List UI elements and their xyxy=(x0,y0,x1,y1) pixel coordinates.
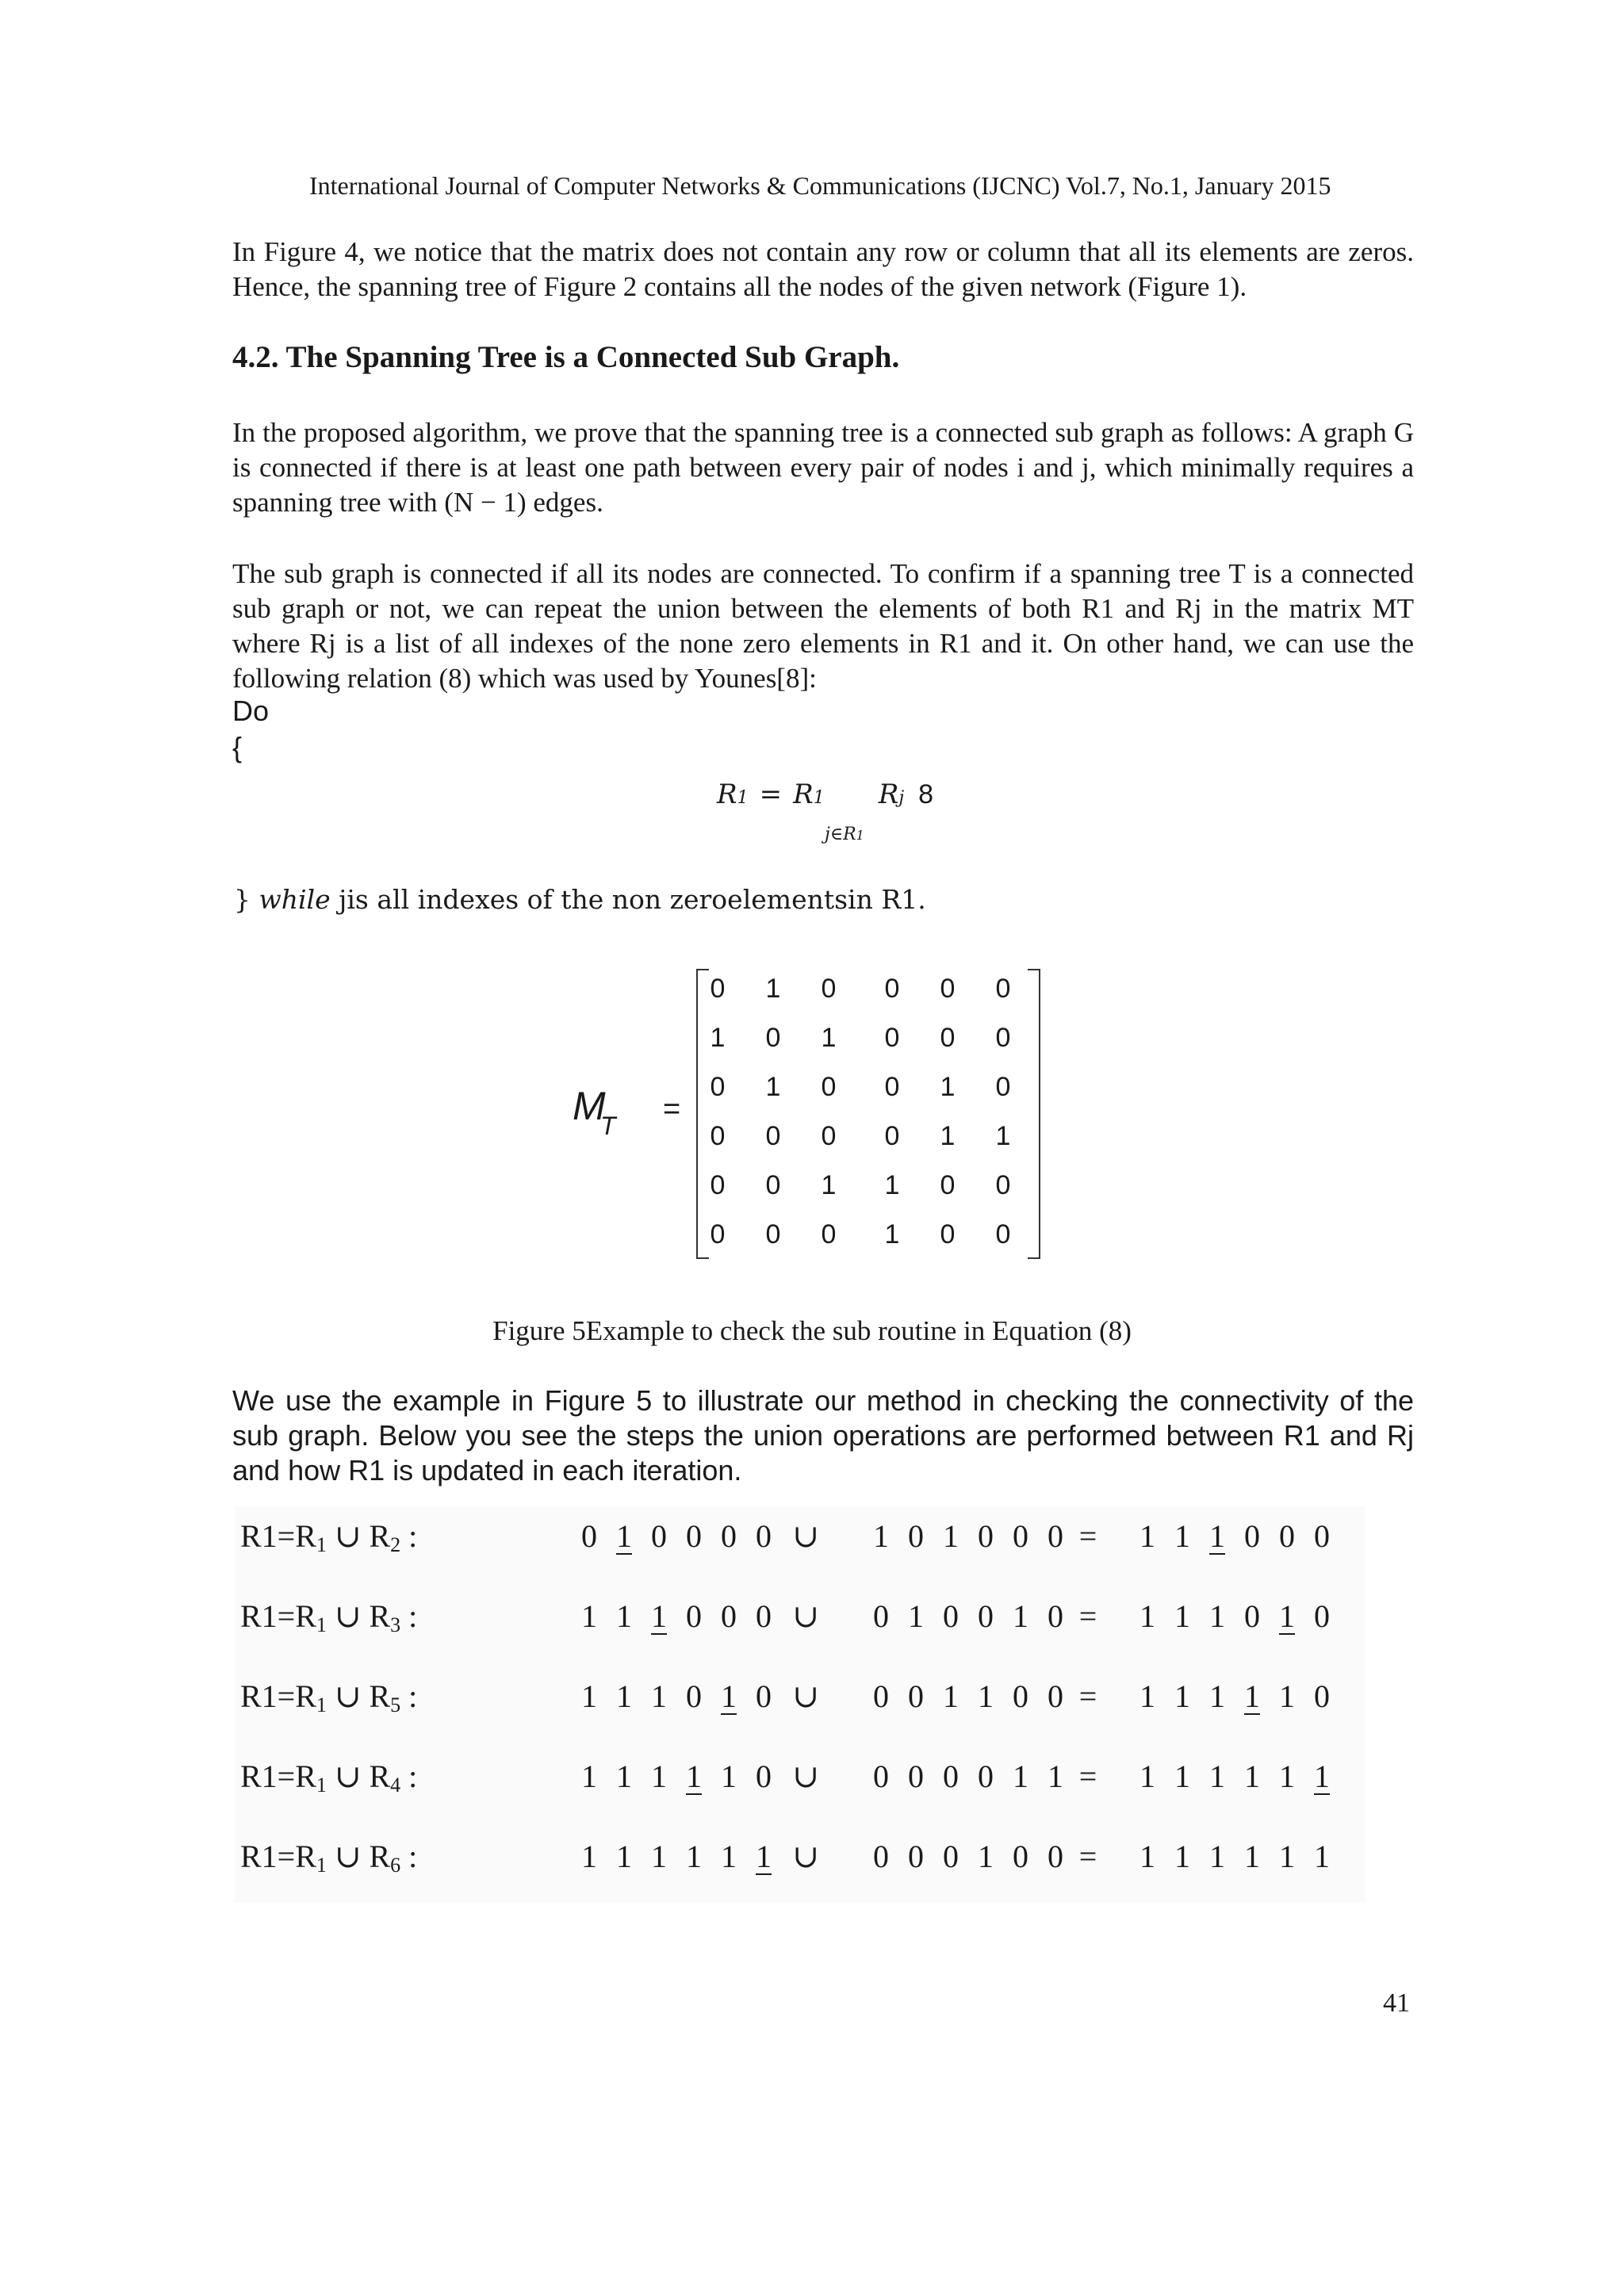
matrix-cell: 0 xyxy=(940,1170,956,1200)
step-result-digit: 1 xyxy=(1209,1839,1225,1874)
page-number: 41 xyxy=(1383,1988,1410,2018)
step-equals: = xyxy=(1078,1758,1097,1794)
matrix-cell: 0 xyxy=(821,1072,837,1102)
step-right-digit: 0 xyxy=(943,1598,959,1634)
matrix-row xyxy=(698,1219,1031,1251)
matrix-cell: 0 xyxy=(765,1023,781,1053)
step-right-digit: 0 xyxy=(873,1758,889,1794)
step-right-digit: 1 xyxy=(978,1839,994,1874)
step-right-digit: 1 xyxy=(943,1518,959,1554)
step-result-digit: 1 xyxy=(1244,1758,1260,1794)
step-colon: : xyxy=(400,1518,418,1554)
step-result-digit: 1 xyxy=(1139,1518,1155,1554)
matrix-cell: 1 xyxy=(765,974,781,1004)
step-right-digit: 0 xyxy=(1013,1678,1028,1714)
step-right-digit: 0 xyxy=(1048,1839,1063,1874)
matrix-cell: 0 xyxy=(821,1219,837,1249)
step-right-digit: 0 xyxy=(1048,1678,1063,1714)
step-colon: : xyxy=(400,1598,418,1634)
step-left-digit: 1 xyxy=(651,1678,667,1714)
step-left-digit: 1 xyxy=(651,1598,667,1634)
matrix-cell: 1 xyxy=(940,1072,956,1102)
step-union-operator: ∪ xyxy=(792,1678,819,1714)
matrix-cell: 0 xyxy=(884,1072,900,1102)
step-label xyxy=(240,1838,417,1877)
matrix-row xyxy=(698,1023,1031,1054)
step-result-digit: 1 xyxy=(1209,1518,1225,1554)
step-right-digit: 0 xyxy=(908,1839,924,1874)
step-right-digit: 1 xyxy=(943,1678,959,1714)
step-colon: : xyxy=(400,1678,418,1714)
step-left-digit: 1 xyxy=(651,1839,667,1874)
step-left-digit: 1 xyxy=(616,1598,632,1634)
step-left-digit: 1 xyxy=(721,1678,737,1714)
section-heading: 4.2. The Spanning Tree is a Connected Sub Graph. xyxy=(232,340,900,374)
eq-lhs-sub: 1 xyxy=(737,788,749,808)
matrix-label: M xyxy=(573,1084,606,1128)
step-right-digit: 1 xyxy=(908,1598,924,1634)
step-union-symbol: ∪ xyxy=(326,1518,370,1554)
step-result-digit: 1 xyxy=(1209,1598,1225,1634)
step-label-text: R1=R xyxy=(240,1678,316,1714)
matrix-cell: 0 xyxy=(710,1072,726,1102)
matrix-left-bracket xyxy=(696,969,709,1259)
step-union-symbol: ∪ xyxy=(326,1598,370,1634)
step-right-digit: 0 xyxy=(873,1598,889,1634)
matrix-cell: 0 xyxy=(765,1170,781,1200)
step-r: R xyxy=(369,1598,391,1634)
step-result-digit: 0 xyxy=(1314,1678,1330,1714)
step-union-operator: ∪ xyxy=(792,1758,819,1794)
step-result-digit: 1 xyxy=(1314,1839,1330,1874)
step-right-digit: 0 xyxy=(943,1758,959,1794)
step-label-sub2: 3 xyxy=(390,1613,401,1636)
step-label-text: R1=R xyxy=(240,1839,316,1874)
step-right-digit: 0 xyxy=(873,1839,889,1874)
matrix-cell: 0 xyxy=(995,1023,1011,1053)
matrix-cell: 1 xyxy=(710,1023,726,1053)
step-result-digit: 1 xyxy=(1209,1678,1225,1714)
step-label-sub1: 1 xyxy=(316,1533,327,1556)
step-colon: : xyxy=(400,1839,418,1874)
step-left-digit: 1 xyxy=(721,1758,737,1794)
eq-rhs-sub: 1 xyxy=(813,788,825,808)
step-right-digit: 0 xyxy=(1048,1598,1063,1634)
step-union-operator: ∪ xyxy=(792,1839,819,1874)
matrix-cell: 1 xyxy=(884,1219,900,1249)
matrix-equals: = xyxy=(663,1093,681,1126)
step-r: R xyxy=(369,1518,391,1554)
step-result-digit: 0 xyxy=(1314,1518,1330,1554)
eq-under-sub: 1 xyxy=(856,828,864,843)
step-r: R xyxy=(369,1758,391,1794)
step-result-digit: 1 xyxy=(1209,1758,1225,1794)
eq-equals: = xyxy=(759,779,783,810)
step-label-sub2: 6 xyxy=(390,1854,401,1877)
figure-caption: Figure 5Example to check the sub routine in Equation (8) xyxy=(492,1315,1132,1346)
eq-lhs: R xyxy=(717,779,737,810)
step-result-digit: 1 xyxy=(1174,1839,1190,1874)
matrix-cell: 1 xyxy=(884,1170,900,1200)
eq-rhs: R xyxy=(793,779,814,810)
step-left-digit: 0 xyxy=(756,1518,772,1554)
step-label xyxy=(240,1758,417,1797)
step-union-symbol: ∪ xyxy=(326,1839,370,1874)
matrix-row xyxy=(698,1072,1031,1104)
step-label-sub1: 1 xyxy=(316,1613,327,1636)
step-result-digit: 0 xyxy=(1244,1518,1260,1554)
step-result-digit: 1 xyxy=(1174,1758,1190,1794)
step-left-digit: 0 xyxy=(686,1678,702,1714)
step-right-digit: 0 xyxy=(978,1758,994,1794)
matrix-cell: 0 xyxy=(995,1219,1011,1249)
matrix-cell: 1 xyxy=(821,1023,837,1053)
step-union-operator: ∪ xyxy=(792,1598,819,1634)
step-left-digit: 1 xyxy=(651,1758,667,1794)
eq-term: R xyxy=(878,779,899,810)
step-left-digit: 0 xyxy=(756,1678,772,1714)
matrix-cell: 0 xyxy=(710,974,726,1004)
step-result-digit: 1 xyxy=(1279,1839,1295,1874)
step-left-digit: 1 xyxy=(581,1839,597,1874)
step-result-digit: 1 xyxy=(1174,1598,1190,1634)
eq-under-text: j∈R xyxy=(825,825,856,844)
step-right-digit: 1 xyxy=(978,1678,994,1714)
matrix-cell: 0 xyxy=(884,1023,900,1053)
step-right-digit: 0 xyxy=(943,1839,959,1874)
step-left-digit: 1 xyxy=(581,1678,597,1714)
code-close-brace: } xyxy=(234,884,251,915)
step-right-digit: 1 xyxy=(1048,1758,1063,1794)
step-left-digit: 0 xyxy=(721,1598,737,1634)
step-right-digit: 1 xyxy=(1013,1758,1028,1794)
eq-number: 8 xyxy=(918,779,934,809)
matrix-label-sub: T xyxy=(600,1112,616,1140)
step-left-digit: 0 xyxy=(651,1518,667,1554)
step-left-digit: 1 xyxy=(616,1518,632,1554)
matrix-cell: 1 xyxy=(940,1121,956,1151)
matrix-cell: 0 xyxy=(940,1023,956,1053)
matrix-cell: 0 xyxy=(940,1219,956,1249)
step-left-digit: 1 xyxy=(686,1839,702,1874)
matrix-cell: 0 xyxy=(710,1219,726,1249)
step-result-digit: 1 xyxy=(1279,1598,1295,1634)
step-equals: = xyxy=(1078,1598,1097,1634)
step-result-digit: 1 xyxy=(1314,1758,1330,1794)
step-right-digit: 1 xyxy=(1013,1598,1028,1634)
journal-header: International Journal of Computer Networks & Communications (IJCNC) Vol.7, No.1, January 2015 xyxy=(309,171,1331,200)
step-result-digit: 1 xyxy=(1174,1678,1190,1714)
matrix-cell: 0 xyxy=(821,1121,837,1151)
step-label-sub2: 2 xyxy=(390,1533,401,1556)
step-label-text: R1=R xyxy=(240,1758,316,1794)
matrix-cell: 0 xyxy=(884,974,900,1004)
step-left-digit: 0 xyxy=(686,1518,702,1554)
step-label-text: R1=R xyxy=(240,1518,316,1554)
step-result-digit: 1 xyxy=(1279,1758,1295,1794)
step-label-sub2: 4 xyxy=(390,1774,401,1797)
step-result-digit: 1 xyxy=(1139,1839,1155,1874)
matrix-cell: 0 xyxy=(940,974,956,1004)
step-union-symbol: ∪ xyxy=(326,1758,370,1794)
step-equals: = xyxy=(1078,1678,1097,1714)
matrix-cell: 0 xyxy=(995,974,1011,1004)
step-right-digit: 0 xyxy=(1048,1518,1063,1554)
step-left-digit: 1 xyxy=(616,1758,632,1794)
code-do: Do xyxy=(232,695,270,727)
matrix-cell: 0 xyxy=(821,974,837,1004)
step-right-digit: 0 xyxy=(978,1518,994,1554)
matrix-cell: 0 xyxy=(884,1121,900,1151)
matrix-cell: 1 xyxy=(995,1121,1011,1151)
equation-8 xyxy=(717,779,933,810)
step-left-digit: 1 xyxy=(721,1839,737,1874)
step-right-digit: 0 xyxy=(908,1518,924,1554)
step-left-digit: 1 xyxy=(686,1758,702,1794)
step-right-digit: 0 xyxy=(1013,1839,1028,1874)
step-right-digit: 0 xyxy=(908,1678,924,1714)
step-equals: = xyxy=(1078,1518,1097,1554)
matrix-cell: 0 xyxy=(710,1121,726,1151)
matrix-cell: 0 xyxy=(995,1170,1011,1200)
step-left-digit: 0 xyxy=(721,1518,737,1554)
step-r: R xyxy=(369,1839,391,1874)
step-result-digit: 1 xyxy=(1174,1518,1190,1554)
step-union-operator: ∪ xyxy=(792,1518,819,1554)
step-label xyxy=(240,1598,417,1637)
step-left-digit: 1 xyxy=(756,1839,772,1874)
step-result-digit: 1 xyxy=(1139,1678,1155,1714)
matrix-row xyxy=(698,1170,1031,1202)
matrix-row xyxy=(698,974,1031,1005)
step-result-digit: 1 xyxy=(1139,1598,1155,1634)
step-label-sub1: 1 xyxy=(316,1693,327,1716)
matrix-cell: 0 xyxy=(710,1170,726,1200)
paragraph-example-intro: We use the example in Figure 5 to illustrate our method in checking the connectivity of the sub graph. Below you see the steps the union operations are performed between R1 and Rj and how R1 is updated in each iteration. xyxy=(232,1384,1414,1487)
step-label-text: R1=R xyxy=(240,1598,316,1634)
code-while-line xyxy=(234,884,926,915)
step-right-digit: 0 xyxy=(1013,1518,1028,1554)
step-union-symbol: ∪ xyxy=(326,1678,370,1714)
matrix-right-bracket xyxy=(1028,969,1040,1259)
step-label xyxy=(240,1517,417,1557)
matrix-cell: 1 xyxy=(821,1170,837,1200)
intro-paragraph: In Figure 4, we notice that the matrix does not contain any row or column that all its elements are zeros. Hence, the spanning tree of Figure 2 contains all the nodes of the given network (Figure 1). xyxy=(232,236,1414,302)
eq-term-sub: j xyxy=(898,788,905,808)
step-result-digit: 0 xyxy=(1244,1598,1260,1634)
step-result-digit: 0 xyxy=(1279,1518,1295,1554)
step-left-digit: 0 xyxy=(686,1598,702,1634)
step-left-digit: 1 xyxy=(616,1839,632,1874)
step-left-digit: 1 xyxy=(581,1758,597,1794)
step-right-digit: 0 xyxy=(873,1678,889,1714)
step-result-digit: 1 xyxy=(1139,1758,1155,1794)
step-right-digit: 1 xyxy=(873,1518,889,1554)
step-right-digit: 0 xyxy=(978,1598,994,1634)
step-label-sub1: 1 xyxy=(316,1854,327,1877)
matrix-cell: 0 xyxy=(765,1219,781,1249)
code-while-text: jis all indexes of the non zeroelementsin R1. xyxy=(339,884,926,915)
code-while-keyword: while xyxy=(259,884,331,915)
step-result-digit: 1 xyxy=(1279,1678,1295,1714)
step-left-digit: 1 xyxy=(581,1598,597,1634)
step-left-digit: 1 xyxy=(616,1678,632,1714)
step-result-digit: 1 xyxy=(1244,1839,1260,1874)
step-result-digit: 0 xyxy=(1314,1598,1330,1634)
step-left-digit: 0 xyxy=(581,1518,597,1554)
step-left-digit: 0 xyxy=(756,1758,772,1794)
step-equals: = xyxy=(1078,1839,1097,1874)
eq-under xyxy=(825,825,864,844)
matrix-row xyxy=(698,1121,1031,1153)
paragraph-union-method: The sub graph is connected if all its nodes are connected. To confirm if a spanning tree T is a connected sub graph or not, we can repeat the union between the elements of both R1 and Rj in the matrix MT where Rj is a list of all indexes of the none zero elements in R1 and it. On other hand, we can use the following relation (8) which was used by Younes[8]: xyxy=(232,558,1414,694)
step-left-digit: 0 xyxy=(756,1598,772,1634)
paragraph-connected-definition: In the proposed algorithm, we prove that the spanning tree is a connected sub graph as follows: A graph G is connected if there is at least one path between every pair of nodes i and j, which minimally requires a spanning tree with (N − 1) edges. xyxy=(232,417,1414,518)
code-open-brace: { xyxy=(232,731,243,763)
step-label-sub1: 1 xyxy=(316,1774,327,1797)
step-label xyxy=(240,1678,417,1717)
matrix-cell: 1 xyxy=(765,1072,781,1102)
matrix-cell: 0 xyxy=(995,1072,1011,1102)
step-r: R xyxy=(369,1678,391,1714)
step-label-sub2: 5 xyxy=(390,1693,401,1716)
step-colon: : xyxy=(400,1758,418,1794)
step-result-digit: 1 xyxy=(1244,1678,1260,1714)
matrix-cell: 0 xyxy=(765,1121,781,1151)
step-right-digit: 0 xyxy=(908,1758,924,1794)
